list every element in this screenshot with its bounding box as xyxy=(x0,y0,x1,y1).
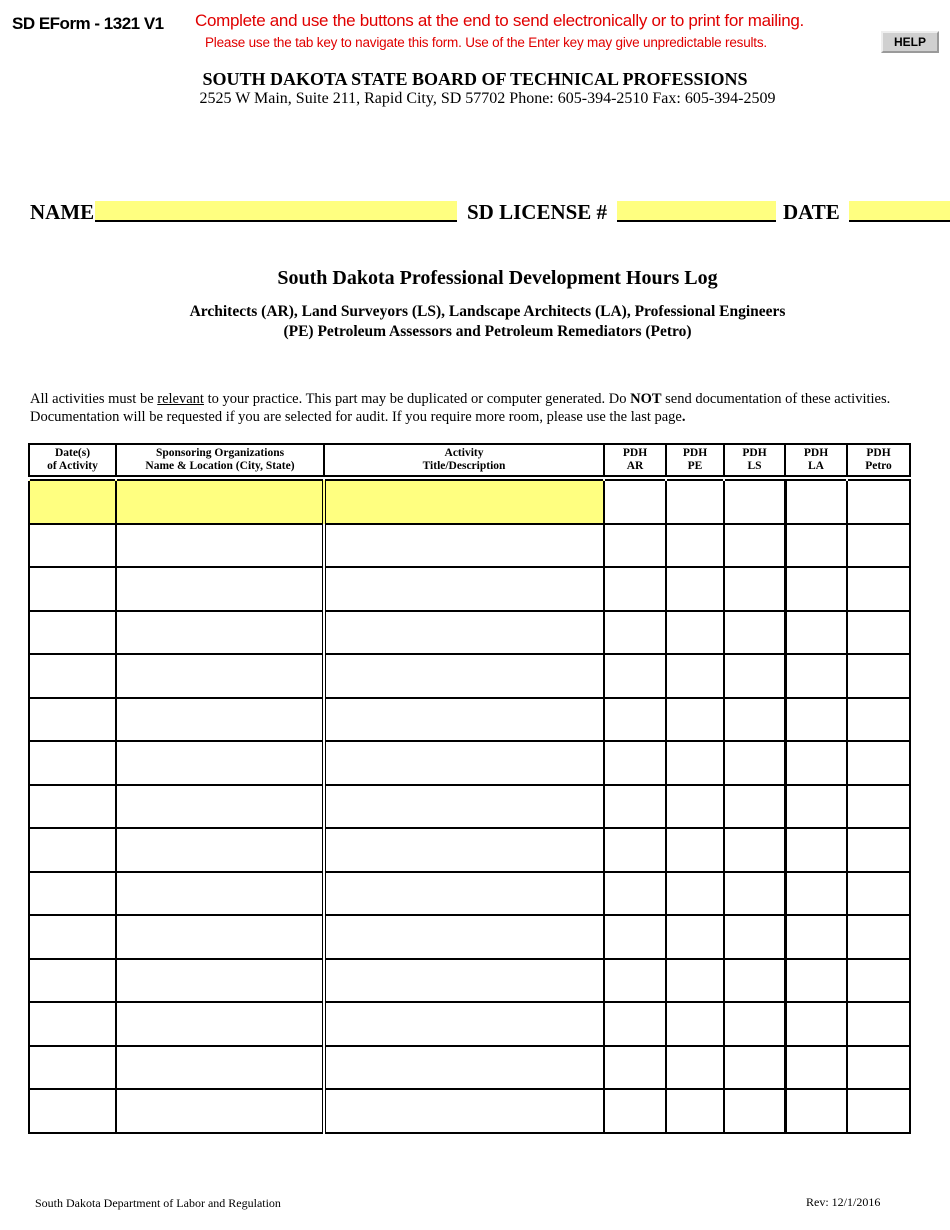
instructions xyxy=(30,390,930,426)
cell-input[interactable] xyxy=(605,568,665,610)
cell-input[interactable] xyxy=(605,1090,665,1132)
cell-input[interactable] xyxy=(725,612,784,654)
subtitle-line-1: Architects (AR), Land Surveyors (LS), Landscape Architects (LA), Professional Engineers xyxy=(189,303,786,320)
cell-input[interactable] xyxy=(725,1047,784,1089)
cell-input[interactable] xyxy=(605,699,665,741)
column-header xyxy=(116,444,324,476)
cell-input[interactable] xyxy=(848,525,909,567)
table-row xyxy=(29,1046,910,1090)
table-row xyxy=(29,1002,910,1046)
cell-input[interactable] xyxy=(725,1090,784,1132)
date-label: DATE xyxy=(783,200,840,224)
cell-input[interactable] xyxy=(787,742,847,784)
cell-input[interactable] xyxy=(848,742,909,784)
cell-input[interactable] xyxy=(667,481,723,523)
cell-input[interactable] xyxy=(117,829,322,871)
table-row xyxy=(29,480,910,524)
cell-input[interactable] xyxy=(30,786,115,828)
cell-input[interactable] xyxy=(117,873,322,915)
cell-input[interactable] xyxy=(667,1090,723,1132)
cell-input[interactable] xyxy=(787,1090,847,1132)
cell-input[interactable] xyxy=(667,525,723,567)
cell-input[interactable] xyxy=(30,916,115,958)
license-label: SD LICENSE # xyxy=(467,200,608,224)
cell-input[interactable] xyxy=(667,1047,723,1089)
cell-input[interactable] xyxy=(848,1047,909,1089)
cell-input[interactable] xyxy=(117,1047,322,1089)
cell-input[interactable] xyxy=(725,742,784,784)
cell-input[interactable] xyxy=(326,699,603,741)
cell-input[interactable] xyxy=(605,742,665,784)
cell-input[interactable] xyxy=(326,612,603,654)
cell-input[interactable] xyxy=(326,568,603,610)
table-row xyxy=(29,828,910,872)
license-input[interactable] xyxy=(617,201,776,222)
column-header-line: PDH xyxy=(866,447,891,459)
cell-input[interactable] xyxy=(787,829,847,871)
cell-input[interactable] xyxy=(30,481,115,523)
column-header-line: AR xyxy=(626,460,644,472)
cell-input[interactable] xyxy=(667,786,723,828)
column-header-line: LA xyxy=(808,460,824,472)
cell-input[interactable] xyxy=(725,525,784,567)
column-header-line: PDH xyxy=(682,447,708,459)
cell-input[interactable] xyxy=(848,699,909,741)
table-row xyxy=(29,1089,910,1133)
cell-input[interactable] xyxy=(30,960,115,1002)
column-header xyxy=(847,444,910,476)
column-header-line: Title/Description xyxy=(422,460,506,472)
cell-input[interactable] xyxy=(30,568,115,610)
cell-input[interactable] xyxy=(30,1047,115,1089)
table-row xyxy=(29,915,910,959)
help-button[interactable]: HELP xyxy=(881,31,939,53)
table-row xyxy=(29,741,910,785)
cell-input[interactable] xyxy=(848,568,909,610)
cell-input[interactable] xyxy=(30,612,115,654)
cell-input[interactable] xyxy=(117,1090,322,1132)
cell-input[interactable] xyxy=(787,612,847,654)
cell-input[interactable] xyxy=(117,960,322,1002)
column-header-line: Sponsoring Organizations xyxy=(155,447,285,459)
cell-input[interactable] xyxy=(787,916,847,958)
column-header xyxy=(666,444,724,476)
cell-input[interactable] xyxy=(787,568,847,610)
cell-input[interactable] xyxy=(605,960,665,1002)
column-header xyxy=(785,444,847,476)
cell-input[interactable] xyxy=(605,916,665,958)
cell-input[interactable] xyxy=(667,742,723,784)
column-header-line: PDH xyxy=(622,447,648,459)
cell-input[interactable] xyxy=(326,1047,603,1089)
cell-input[interactable] xyxy=(787,960,847,1002)
cell-input[interactable] xyxy=(667,960,723,1002)
cell-input[interactable] xyxy=(326,655,603,697)
table-row xyxy=(29,785,910,829)
column-header-line: PDH xyxy=(803,447,829,459)
notice-sub: Please use the tab key to navigate this form. Use of the Enter key may give unpredictable results. xyxy=(205,35,767,50)
column-header-line: Activity xyxy=(444,447,484,459)
page-title: South Dakota Professional Development Hours Log xyxy=(277,267,718,289)
table-row xyxy=(29,524,910,568)
notice-main: Complete and use the buttons at the end to send electronically or to print for mailing. xyxy=(195,11,804,30)
board-address: 2525 W Main, Suite 211, Rapid City, SD 57702 Phone: 605-394-2510 Fax: 605-394-2509 xyxy=(199,90,776,107)
cell-input[interactable] xyxy=(725,960,784,1002)
column-header-line: Petro xyxy=(865,460,892,472)
cell-input[interactable] xyxy=(326,481,603,523)
cell-input[interactable] xyxy=(117,525,322,567)
table-header xyxy=(29,444,910,476)
cell-input[interactable] xyxy=(30,655,115,697)
column-header-line: Name & Location (City, State) xyxy=(145,460,295,472)
cell-input[interactable] xyxy=(117,612,322,654)
board-name: SOUTH DAKOTA STATE BOARD OF TECHNICAL PROFESSIONS xyxy=(202,69,748,89)
pdh-log-table xyxy=(28,443,911,1134)
cell-input[interactable] xyxy=(667,873,723,915)
cell-input[interactable] xyxy=(848,960,909,1002)
cell-input[interactable] xyxy=(725,786,784,828)
cell-input[interactable] xyxy=(787,699,847,741)
cell-input[interactable] xyxy=(605,873,665,915)
cell-input[interactable] xyxy=(725,873,784,915)
column-header xyxy=(724,444,785,476)
cell-input[interactable] xyxy=(667,1003,723,1045)
cell-input[interactable] xyxy=(725,916,784,958)
cell-input[interactable] xyxy=(117,786,322,828)
cell-input[interactable] xyxy=(787,1003,847,1045)
cell-input[interactable] xyxy=(326,786,603,828)
cell-input[interactable] xyxy=(30,873,115,915)
cell-input[interactable] xyxy=(725,655,784,697)
cell-input[interactable] xyxy=(848,1090,909,1132)
column-header-line: PDH xyxy=(742,447,767,459)
cell-input[interactable] xyxy=(605,655,665,697)
cell-input[interactable] xyxy=(326,742,603,784)
cell-input[interactable] xyxy=(117,1003,322,1045)
subtitle xyxy=(0,302,950,342)
cell-input[interactable] xyxy=(787,655,847,697)
column-header xyxy=(29,444,116,476)
cell-input[interactable] xyxy=(667,916,723,958)
column-header-line: Date(s) xyxy=(54,447,91,459)
cell-input[interactable] xyxy=(725,481,784,523)
cell-input[interactable] xyxy=(725,1003,784,1045)
cell-input[interactable] xyxy=(848,916,909,958)
cell-input[interactable] xyxy=(117,481,322,523)
cell-input[interactable] xyxy=(848,786,909,828)
cell-input[interactable] xyxy=(667,829,723,871)
cell-input[interactable] xyxy=(117,568,322,610)
footer-department: South Dakota Department of Labor and Regulation xyxy=(35,1196,281,1210)
cell-input[interactable] xyxy=(605,829,665,871)
cell-input[interactable] xyxy=(667,568,723,610)
column-header xyxy=(604,444,666,476)
cell-input[interactable] xyxy=(725,568,784,610)
cell-input[interactable] xyxy=(667,655,723,697)
cell-input[interactable] xyxy=(326,1003,603,1045)
instr-relevant: relevant xyxy=(157,391,204,407)
cell-input[interactable] xyxy=(667,612,723,654)
cell-input[interactable] xyxy=(725,829,784,871)
instr-text: to your practice. This part may be duplicated or computer generated. Do xyxy=(203,391,631,407)
cell-input[interactable] xyxy=(605,786,665,828)
cell-input[interactable] xyxy=(848,655,909,697)
instr-not: NOT xyxy=(630,391,662,407)
date-input[interactable] xyxy=(849,201,950,222)
subtitle-line-2: (PE) Petroleum Assessors and Petroleum Remediators (Petro) xyxy=(283,323,692,340)
cell-input[interactable] xyxy=(117,916,322,958)
cell-input[interactable] xyxy=(787,525,847,567)
form-id: SD EForm - 1321 V1 xyxy=(12,14,164,33)
table-row xyxy=(29,959,910,1003)
cell-input[interactable] xyxy=(117,655,322,697)
cell-input[interactable] xyxy=(605,481,665,523)
cell-input[interactable] xyxy=(787,873,847,915)
footer-revision: Rev: 12/1/2016 xyxy=(806,1195,881,1209)
cell-input[interactable] xyxy=(30,742,115,784)
cell-input[interactable] xyxy=(326,916,603,958)
table-row xyxy=(29,567,910,611)
cell-input[interactable] xyxy=(848,1003,909,1045)
cell-input[interactable] xyxy=(117,742,322,784)
cell-input[interactable] xyxy=(326,525,603,567)
cell-input[interactable] xyxy=(117,699,322,741)
name-input[interactable] xyxy=(95,201,457,222)
cell-input[interactable] xyxy=(848,481,909,523)
cell-input[interactable] xyxy=(667,699,723,741)
cell-input[interactable] xyxy=(30,829,115,871)
column-header xyxy=(324,444,604,476)
column-header-line: PE xyxy=(687,460,703,472)
cell-input[interactable] xyxy=(30,699,115,741)
cell-input[interactable] xyxy=(848,873,909,915)
cell-input[interactable] xyxy=(30,1090,115,1132)
cell-input[interactable] xyxy=(30,525,115,567)
cell-input[interactable] xyxy=(848,612,909,654)
name-label: NAME xyxy=(30,200,95,224)
table-row xyxy=(29,654,910,698)
instr-text: send documentation of these activities. Documentation will be requested if you are selected for audit. If you require more room, please use the last page xyxy=(30,391,891,425)
column-header-line: LS xyxy=(747,460,762,472)
cell-input[interactable] xyxy=(787,1047,847,1089)
cell-input[interactable] xyxy=(725,699,784,741)
table-row xyxy=(29,872,910,916)
cell-input[interactable] xyxy=(787,786,847,828)
cell-input[interactable] xyxy=(326,1090,603,1132)
instr-period: . xyxy=(681,409,686,425)
cell-input[interactable] xyxy=(605,612,665,654)
cell-input[interactable] xyxy=(326,960,603,1002)
table-row xyxy=(29,698,910,742)
cell-input[interactable] xyxy=(30,1003,115,1045)
column-header-line: of Activity xyxy=(47,460,98,472)
cell-input[interactable] xyxy=(326,829,603,871)
cell-input[interactable] xyxy=(605,1003,665,1045)
cell-input[interactable] xyxy=(326,873,603,915)
cell-input[interactable] xyxy=(605,525,665,567)
cell-input[interactable] xyxy=(605,1047,665,1089)
table-row xyxy=(29,611,910,655)
instr-text: All activities must be xyxy=(30,391,158,407)
cell-input[interactable] xyxy=(848,829,909,871)
cell-input[interactable] xyxy=(787,481,847,523)
